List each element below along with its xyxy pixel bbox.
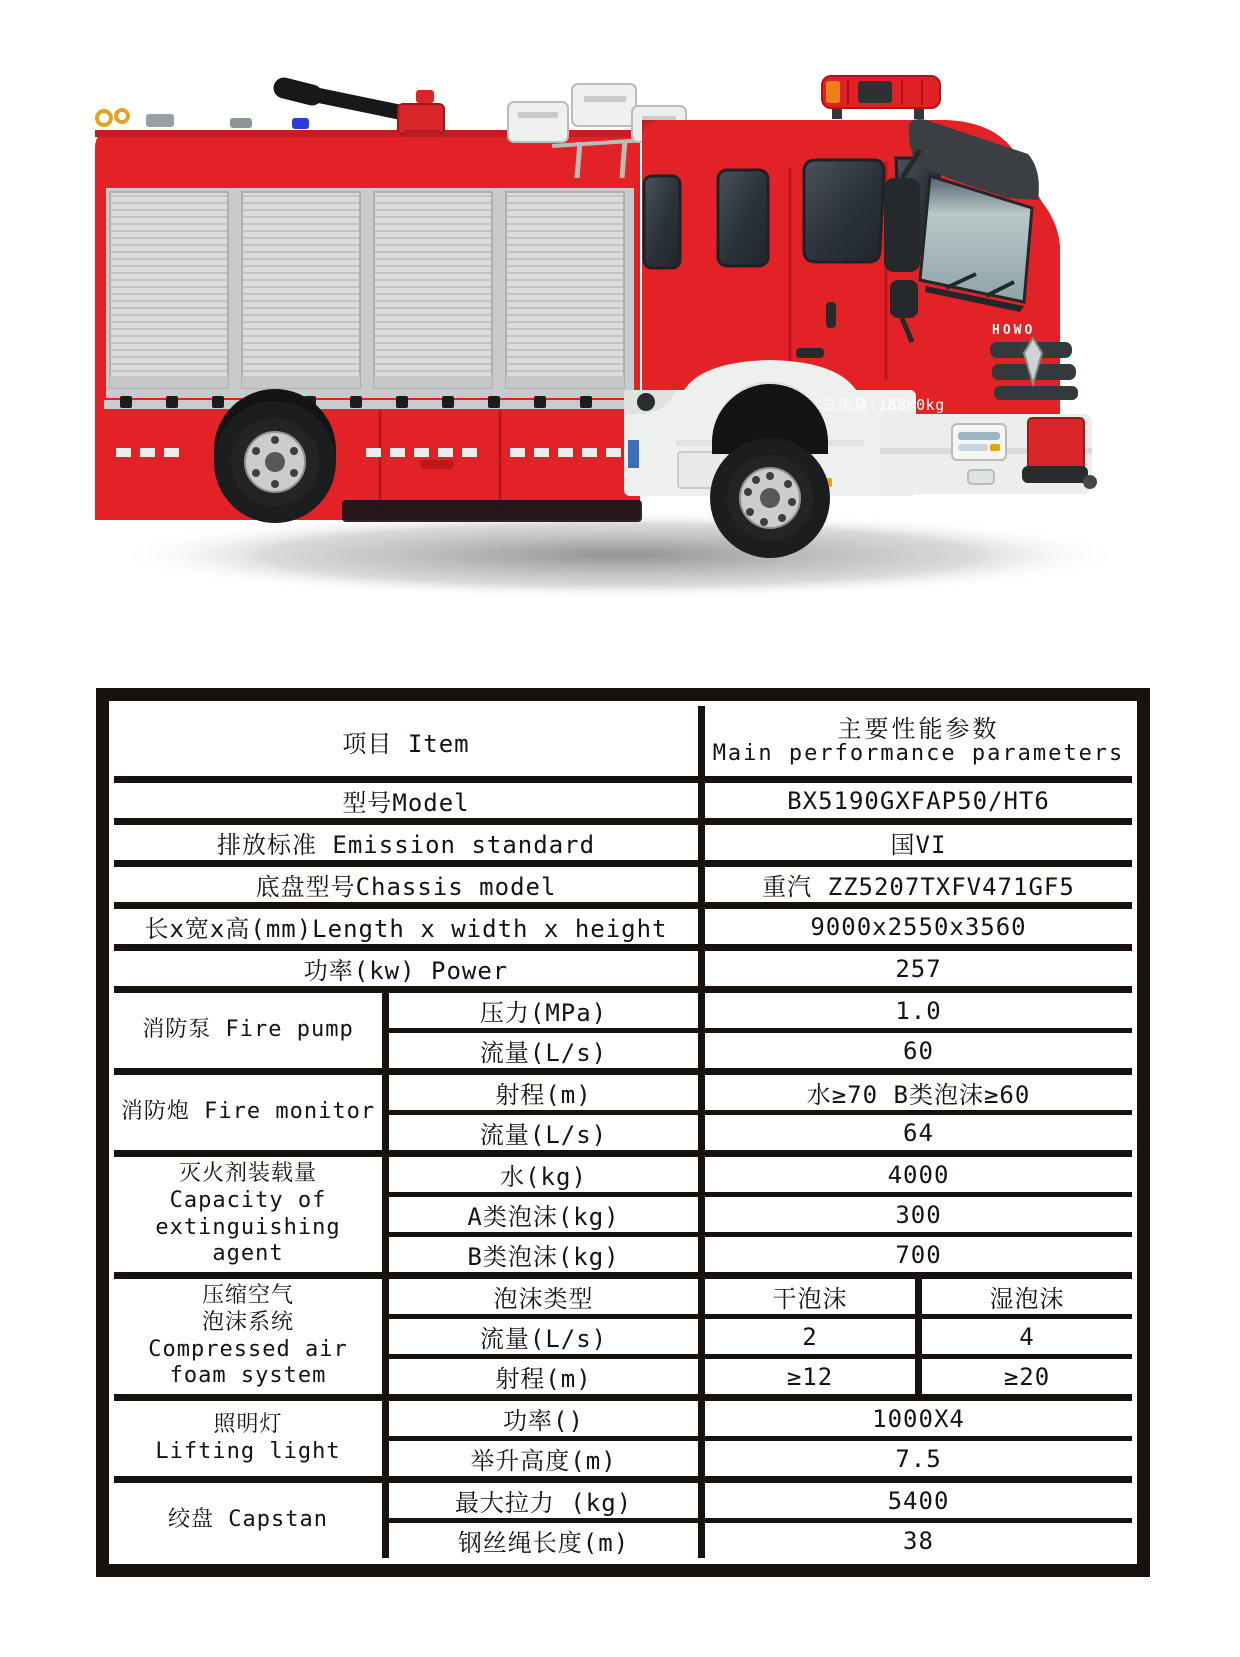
capstan-pull-param: 最大拉力 (kg) [454, 1489, 633, 1517]
fog-light [968, 470, 994, 484]
foam-type-param: 泡沫类型 [493, 1285, 594, 1313]
header-params-cell [705, 706, 1132, 776]
fire-truck-photo [80, 50, 1160, 630]
front-bumper [880, 414, 1097, 494]
cafs-flow-param: 流量(L/s) [479, 1325, 608, 1353]
emission-label: 排放标准 Emission standard [216, 831, 596, 859]
door-handle [796, 348, 824, 358]
cafs-flow-wet: 4 [1019, 1322, 1035, 1351]
cafs-flow-dry: 2 [802, 1322, 818, 1351]
pump-flow-value: 60 [903, 1036, 934, 1065]
row-power [114, 951, 1132, 986]
wet-foam-header: 湿泡沫 [989, 1285, 1065, 1313]
cafs-range-row [389, 1359, 1132, 1394]
power-label: 功率(kw) Power [303, 957, 509, 985]
mirror-housing [884, 178, 920, 272]
pressure-value: 1.0 [895, 996, 942, 1025]
chassis-value: 重汽 ZZ5207TXFV471GF5 [762, 873, 1075, 901]
monitor-range-row [389, 1075, 1132, 1110]
gross-mass-text: 总质量:18800kg [822, 396, 945, 414]
group-fire-monitor [114, 1075, 1132, 1150]
header-params-cn: 主要性能参数 [837, 714, 1000, 743]
middle-window [718, 170, 768, 266]
table-header-row [114, 706, 1132, 776]
tie-hook [97, 111, 111, 125]
foam-b-row [389, 1237, 1132, 1272]
group-fire-pump [114, 993, 1132, 1068]
cafs-label-en2: foam system [169, 1363, 327, 1389]
tie-hook [116, 110, 128, 122]
equipment-box [95, 130, 640, 520]
fire-pump-pressure-row [389, 993, 1132, 1028]
capacity-label-en1: Capacity of [169, 1187, 327, 1213]
fire-monitor-label: 消防炮 Fire monitor [120, 1099, 376, 1125]
rear-side-window [644, 176, 680, 268]
spec-table [96, 688, 1150, 1577]
capstan-rope-param: 钢丝绳长度(m) [457, 1529, 630, 1557]
rear-wheel [214, 389, 336, 523]
group-cafs [114, 1279, 1132, 1394]
cafs-range-param: 射程(m) [495, 1365, 592, 1393]
row-chassis-model [114, 867, 1132, 902]
chassis-label: 底盘型号Chassis model [255, 873, 557, 901]
row-emission-standard [114, 825, 1132, 860]
sill-strip [104, 400, 634, 409]
emergency-light-bar [822, 76, 940, 119]
capacity-label-cn: 灭火剂装载量 [178, 1160, 317, 1186]
cafs-label-cn1: 压缩空气 [201, 1282, 294, 1308]
dimensions-label: 长x宽x高(mm)Length x width x height [144, 915, 668, 943]
capstan-pull-value: 5400 [887, 1486, 950, 1515]
roof-lamp [146, 114, 174, 127]
capstan-rope-value: 38 [903, 1526, 934, 1555]
column-divider [698, 706, 705, 776]
monitor-range-value: 水≥70 B类泡沫≥60 [806, 1081, 1031, 1109]
light-height-value: 7.5 [895, 1444, 942, 1473]
capstan-pull-row [389, 1483, 1132, 1518]
water-param: 水(kg) [500, 1163, 587, 1191]
water-value: 4000 [887, 1160, 950, 1189]
light-power-param: 功率() [503, 1407, 584, 1435]
header-item-label: 项目 Item [342, 729, 470, 758]
fire-monitor [284, 88, 444, 137]
foam-b-value: 700 [895, 1240, 942, 1269]
capacity-label-en2: extinguishing agent [155, 1214, 341, 1267]
monitor-flow-value: 64 [903, 1118, 934, 1147]
cafs-label-en1: Compressed air [148, 1336, 348, 1362]
cafs-range-wet: ≥20 [1003, 1362, 1051, 1391]
front-grille [990, 338, 1078, 400]
light-power-value: 1000X4 [872, 1404, 965, 1433]
fire-pump-label: 消防泵 Fire pump [142, 1017, 354, 1043]
fire-pump-flow-row [389, 1033, 1132, 1068]
light-height-row [389, 1441, 1132, 1476]
foam-b-param: B类泡沫(kg) [467, 1243, 620, 1271]
cafs-range-dry: ≥12 [786, 1362, 834, 1391]
water-row [389, 1157, 1132, 1192]
group-capstan [114, 1483, 1132, 1558]
lifting-light-label-cn: 照明灯 [213, 1411, 283, 1437]
roof-lamp [230, 118, 252, 128]
roller-shutter-doors [106, 188, 634, 398]
crew-door-window [804, 160, 884, 262]
capstan-rope-row [389, 1523, 1132, 1558]
row-model [114, 783, 1132, 818]
front-wheel [710, 384, 830, 558]
cafs-label-cn2: 泡沫系统 [201, 1309, 294, 1335]
model-label: 型号Model [342, 789, 470, 817]
blue-beacon [292, 118, 309, 129]
ground-shadow [115, 511, 1125, 599]
howo-brand-text: HOWO [992, 323, 1036, 338]
pressure-param: 压力(MPa) [479, 999, 608, 1027]
group-lifting-light [114, 1401, 1132, 1476]
door-handle [826, 302, 836, 328]
row-dimensions [114, 909, 1132, 944]
monitor-range-param: 射程(m) [495, 1081, 592, 1109]
foam-a-value: 300 [895, 1200, 942, 1229]
model-value: BX5190GXFAP50/HT6 [787, 786, 1050, 815]
spotter-mirror [890, 280, 918, 318]
row-divider [114, 776, 1132, 783]
capstan-label: 绞盘 Capstan [168, 1507, 328, 1533]
pump-flow-param: 流量(L/s) [479, 1039, 608, 1067]
headlight [952, 424, 1006, 460]
foam-a-param: A类泡沫(kg) [467, 1203, 620, 1231]
monitor-flow-param: 流量(L/s) [479, 1121, 608, 1149]
fire-truck-illustration [80, 50, 1160, 630]
group-agent-capacity [114, 1157, 1132, 1272]
power-value: 257 [895, 954, 942, 983]
emission-value: 国VI [890, 831, 947, 859]
foam-type-row [389, 1279, 1132, 1314]
monitor-flow-row [389, 1115, 1132, 1150]
foam-a-row [389, 1197, 1132, 1232]
cafs-flow-row [389, 1319, 1132, 1354]
dimensions-value: 9000x2550x3560 [810, 912, 1027, 941]
light-power-row [389, 1401, 1132, 1436]
light-height-param: 举升高度(m) [470, 1447, 617, 1475]
chassis-shadow [342, 500, 642, 522]
lifting-light-label-en: Lifting light [155, 1438, 341, 1464]
dry-foam-header: 干泡沫 [772, 1285, 848, 1313]
header-params-en: Main performance parameters [712, 741, 1125, 767]
